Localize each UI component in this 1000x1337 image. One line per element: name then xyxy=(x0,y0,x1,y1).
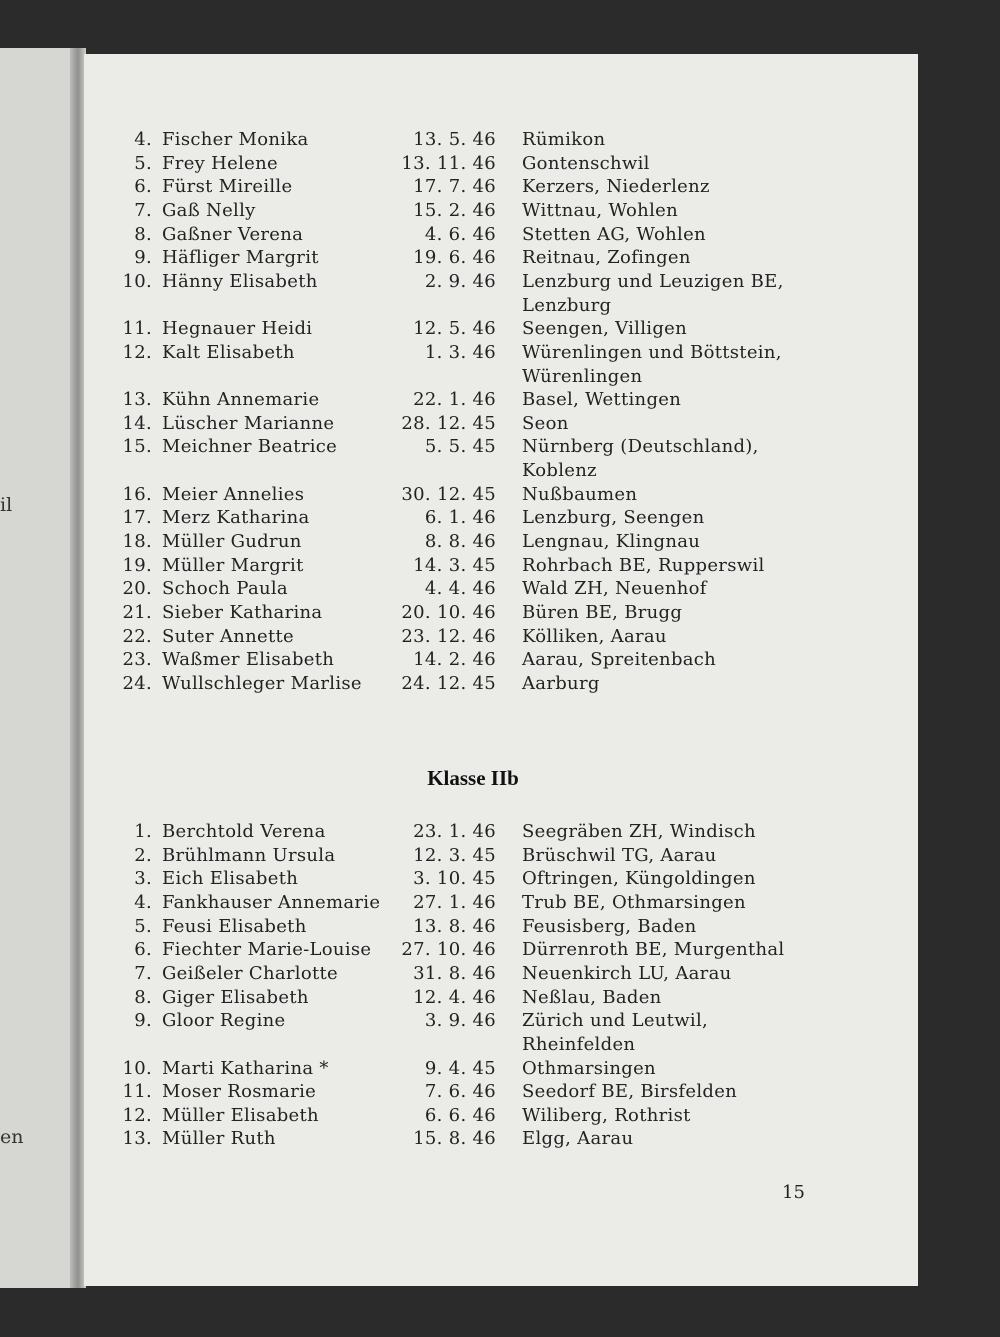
birth-date: 14. 3. 45 xyxy=(413,554,496,576)
student-name: Fiechter Marie-Louise xyxy=(162,939,372,961)
student-name: Geißeler Charlotte xyxy=(162,962,339,984)
birth-date: 1. 3. 46 xyxy=(424,341,496,363)
table-row xyxy=(84,1127,918,1151)
hometown: Lenzburg und Leuzigen BE, xyxy=(522,270,784,292)
student-name: Merz Katharina xyxy=(162,507,310,529)
hometown: Wald ZH, Neuenhof xyxy=(522,578,707,600)
hometown: Wittnau, Wohlen xyxy=(522,199,678,221)
table-row xyxy=(84,867,918,891)
table-row xyxy=(84,1033,918,1057)
table-row xyxy=(84,246,918,270)
table-row xyxy=(84,317,918,341)
birth-date: 17. 7. 46 xyxy=(413,176,496,198)
hometown: Aarau, Spreitenbach xyxy=(522,649,717,671)
hometown: Stetten AG, Wohlen xyxy=(522,223,706,245)
page-number: 15 xyxy=(782,1182,805,1203)
entry-number: 20. xyxy=(122,578,152,600)
table-row xyxy=(84,223,918,247)
left-page xyxy=(0,48,80,1288)
birth-date: 6. 6. 46 xyxy=(424,1104,496,1126)
table-row xyxy=(84,294,918,318)
table-row xyxy=(84,270,918,294)
birth-date: 4. 4. 46 xyxy=(424,578,496,600)
entry-number: 15. xyxy=(122,436,152,458)
table-row xyxy=(84,891,918,915)
student-name: Eich Elisabeth xyxy=(162,868,299,890)
student-name: Schoch Paula xyxy=(162,578,288,600)
table-row xyxy=(84,483,918,507)
table-row xyxy=(84,625,918,649)
hometown: Würenlingen xyxy=(522,365,643,387)
entry-number: 13. xyxy=(122,1128,152,1150)
student-name: Berchtold Verena xyxy=(162,821,326,842)
hometown: Brüschwil TG, Aarau xyxy=(522,844,717,866)
hometown: Trub BE, Othmarsingen xyxy=(522,891,746,913)
hometown: Nürnberg (Deutschland), xyxy=(522,436,759,458)
birth-date: 22. 1. 46 xyxy=(413,389,496,411)
birth-date: 14. 2. 46 xyxy=(413,649,496,671)
entry-number: 7. xyxy=(134,199,152,221)
entry-number: 11. xyxy=(122,318,152,340)
birth-date: 3. 10. 45 xyxy=(413,868,496,890)
table-row xyxy=(84,341,918,365)
table-row xyxy=(84,365,918,389)
entry-number: 6. xyxy=(134,176,152,198)
birth-date: 5. 5. 45 xyxy=(424,436,496,458)
student-name: Meier Annelies xyxy=(162,483,305,505)
table-row xyxy=(84,986,918,1010)
table-row xyxy=(84,962,918,986)
entry-number: 12. xyxy=(122,1104,152,1126)
table-row xyxy=(84,820,918,844)
student-name: Fankhauser Annemarie xyxy=(162,891,381,913)
entry-number: 9. xyxy=(134,247,152,269)
hometown: Reitnau, Zofingen xyxy=(522,247,691,269)
birth-date: 19. 6. 46 xyxy=(413,247,496,269)
birth-date: 12. 3. 45 xyxy=(413,844,496,866)
student-name: Wullschleger Marlise xyxy=(162,672,362,694)
birth-date: 27. 1. 46 xyxy=(413,891,496,913)
birth-date: 24. 12. 45 xyxy=(401,672,496,694)
hometown: Rohrbach BE, Rupperswil xyxy=(522,554,765,576)
student-name: Fischer Monika xyxy=(162,129,309,150)
hometown: Neuenkirch LU, Aarau xyxy=(522,962,732,984)
left-page-fragment: en xyxy=(0,1126,24,1148)
table-row xyxy=(84,128,918,152)
birth-date: 12. 4. 46 xyxy=(413,986,496,1008)
student-name: Gloor Regine xyxy=(162,1010,286,1032)
hometown: Lengnau, Klingnau xyxy=(522,531,701,553)
student-name: Kalt Elisabeth xyxy=(162,341,295,363)
birth-date: 20. 10. 46 xyxy=(401,602,496,623)
entry-number: 9. xyxy=(134,1010,152,1032)
table-row xyxy=(84,175,918,199)
table-row xyxy=(84,554,918,578)
entry-number: 19. xyxy=(122,554,152,576)
left-page-fragment: il xyxy=(0,494,13,516)
entry-number: 11. xyxy=(122,1081,152,1103)
entry-number: 16. xyxy=(122,483,152,505)
table-row xyxy=(84,601,918,625)
hometown: Feusisberg, Baden xyxy=(522,915,697,937)
student-name: Feusi Elisabeth xyxy=(162,915,307,937)
birth-date: 31. 8. 46 xyxy=(413,962,496,984)
hometown: Büren BE, Brugg xyxy=(522,602,683,623)
entry-number: 4. xyxy=(134,129,152,150)
hometown: Kölliken, Aarau xyxy=(522,625,667,647)
entry-number: 10. xyxy=(122,1057,152,1079)
table-row xyxy=(84,199,918,223)
hometown: Seengen, Villigen xyxy=(522,318,688,340)
hometown: Neßlau, Baden xyxy=(522,986,662,1008)
birth-date: 23. 12. 46 xyxy=(401,625,496,647)
entry-number: 14. xyxy=(122,412,152,434)
table-row xyxy=(84,1104,918,1128)
hometown: Seon xyxy=(522,412,569,434)
birth-date: 6. 1. 46 xyxy=(424,507,496,529)
hometown: Lenzburg xyxy=(522,294,612,316)
hometown: Kerzers, Niederlenz xyxy=(522,176,710,198)
table-row xyxy=(84,577,918,601)
hometown: Nußbaumen xyxy=(522,483,638,505)
birth-date: 30. 12. 45 xyxy=(401,483,496,505)
student-name: Kühn Annemarie xyxy=(162,389,320,411)
birth-date: 7. 6. 46 xyxy=(424,1081,496,1103)
student-name: Marti Katharina * xyxy=(162,1057,329,1079)
student-name: Gaßner Verena xyxy=(162,223,304,245)
entry-number: 8. xyxy=(134,223,152,245)
entry-number: 24. xyxy=(122,672,152,694)
student-name: Hänny Elisabeth xyxy=(162,270,318,292)
hometown: Seegräben ZH, Windisch xyxy=(522,821,756,842)
entry-number: 22. xyxy=(122,625,152,647)
entry-number: 10. xyxy=(122,270,152,292)
birth-date: 4. 6. 46 xyxy=(424,223,496,245)
birth-date: 28. 12. 45 xyxy=(401,412,496,434)
student-name: Suter Annette xyxy=(162,625,294,647)
table-row xyxy=(84,1009,918,1033)
table-row xyxy=(84,388,918,412)
entry-number: 6. xyxy=(134,939,152,961)
birth-date: 27. 10. 46 xyxy=(401,939,496,961)
birth-date: 2. 9. 46 xyxy=(424,270,496,292)
table-row xyxy=(84,915,918,939)
entry-number: 2. xyxy=(134,844,152,866)
hometown: Koblenz xyxy=(522,460,597,482)
student-name: Müller Elisabeth xyxy=(162,1104,319,1126)
birth-date: 3. 9. 46 xyxy=(424,1010,496,1032)
entry-number: 12. xyxy=(122,341,152,363)
student-name: Giger Elisabeth xyxy=(162,986,309,1008)
student-name: Fürst Mireille xyxy=(162,176,293,198)
student-name: Gaß Nelly xyxy=(162,199,256,221)
table-row xyxy=(84,648,918,672)
table-row xyxy=(84,152,918,176)
entry-number: 3. xyxy=(134,868,152,890)
hometown: Dürrenroth BE, Murgenthal xyxy=(522,939,785,961)
student-name: Häfliger Margrit xyxy=(162,247,319,269)
student-name: Sieber Katharina xyxy=(162,602,323,623)
student-name: Müller Gudrun xyxy=(162,531,302,553)
table-row xyxy=(84,412,918,436)
entry-number: 17. xyxy=(122,507,152,529)
hometown: Seedorf BE, Birsfelden xyxy=(522,1081,738,1103)
entry-number: 21. xyxy=(122,602,152,623)
hometown: Othmarsingen xyxy=(522,1057,656,1079)
hometown: Wiliberg, Rothrist xyxy=(522,1104,691,1126)
entry-number: 5. xyxy=(134,915,152,937)
student-name: Moser Rosmarie xyxy=(162,1081,317,1103)
hometown: Lenzburg, Seengen xyxy=(522,507,705,529)
birth-date: 12. 5. 46 xyxy=(413,318,496,340)
table-row xyxy=(84,1080,918,1104)
hometown: Gontenschwil xyxy=(522,152,650,174)
entry-number: 23. xyxy=(122,649,152,671)
hometown: Elgg, Aarau xyxy=(522,1128,634,1150)
hometown: Rümikon xyxy=(522,129,606,150)
table-row xyxy=(84,435,918,459)
hometown: Oftringen, Küngoldingen xyxy=(522,868,756,890)
birth-date: 23. 1. 46 xyxy=(413,821,496,842)
table-row xyxy=(84,506,918,530)
student-name: Brühlmann Ursula xyxy=(162,844,336,866)
birth-date: 15. 2. 46 xyxy=(413,199,496,221)
page xyxy=(84,54,918,1286)
student-name: Lüscher Marianne xyxy=(162,412,335,434)
birth-date: 8. 8. 46 xyxy=(424,531,496,553)
birth-date: 13. 5. 46 xyxy=(413,129,496,150)
hometown: Zürich und Leutwil, xyxy=(522,1010,709,1032)
entry-number: 7. xyxy=(134,962,152,984)
table-row xyxy=(84,459,918,483)
entry-number: 18. xyxy=(122,531,152,553)
table-row xyxy=(84,672,918,696)
section-heading: Klasse IIb xyxy=(427,766,519,790)
hometown: Aarburg xyxy=(522,672,600,694)
entry-number: 1. xyxy=(134,821,152,842)
table-row xyxy=(84,938,918,962)
birth-date: 15. 8. 46 xyxy=(413,1128,496,1150)
table-row xyxy=(84,1057,918,1081)
birth-date: 9. 4. 45 xyxy=(424,1057,496,1079)
birth-date: 13. 11. 46 xyxy=(401,152,496,174)
student-name: Hegnauer Heidi xyxy=(162,318,313,340)
birth-date: 13. 8. 46 xyxy=(413,915,496,937)
hometown: Basel, Wettingen xyxy=(522,389,682,411)
hometown: Würenlingen und Böttstein, xyxy=(522,341,782,363)
student-name: Meichner Beatrice xyxy=(162,436,338,458)
hometown: Rheinfelden xyxy=(522,1033,636,1055)
student-name: Müller Margrit xyxy=(162,554,304,576)
entry-number: 5. xyxy=(134,152,152,174)
entry-number: 13. xyxy=(122,389,152,411)
student-name: Frey Helene xyxy=(162,152,278,174)
student-name: Müller Ruth xyxy=(162,1128,276,1150)
table-row xyxy=(84,844,918,868)
table-row xyxy=(84,530,918,554)
entry-number: 8. xyxy=(134,986,152,1008)
entry-number: 4. xyxy=(134,891,152,913)
student-name: Waßmer Elisabeth xyxy=(162,649,335,671)
